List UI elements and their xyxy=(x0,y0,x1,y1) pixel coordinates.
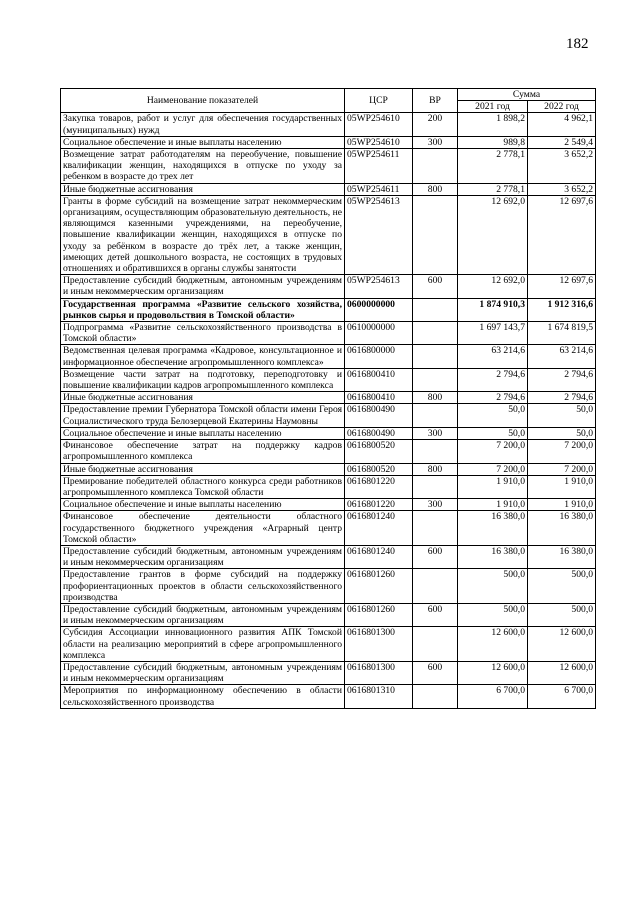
table-row xyxy=(61,661,596,684)
cell-csr: 0610000000 xyxy=(345,322,413,345)
cell-2021: 12 692,0 xyxy=(458,275,528,298)
budget-table xyxy=(60,88,596,709)
cell-vr: 600 xyxy=(413,545,458,568)
table-row xyxy=(61,368,596,391)
table-row xyxy=(61,345,596,368)
table-row xyxy=(61,183,596,195)
cell-vr xyxy=(413,195,458,274)
cell-2021: 12 600,0 xyxy=(458,661,528,684)
cell-csr: 0616800410 xyxy=(345,368,413,391)
cell-vr xyxy=(413,627,458,662)
cell-2021: 1 910,0 xyxy=(458,475,528,498)
table-header xyxy=(61,89,596,113)
cell-2022: 16 380,0 xyxy=(528,511,596,546)
table-row xyxy=(61,685,596,708)
table-row xyxy=(61,545,596,568)
cell-2022: 1 910,0 xyxy=(528,499,596,511)
cell-csr: 0616801260 xyxy=(345,569,413,604)
cell-name: Подпрограмма «Развитие сельскохозяйственного производства в Томской области» xyxy=(61,322,345,345)
cell-2021: 989,8 xyxy=(458,136,528,148)
cell-2022: 500,0 xyxy=(528,569,596,604)
cell-name: Финансовое обеспечение деятельности областного государственного бюджетного учреждения «Аграрный центр Томской области» xyxy=(61,511,345,546)
cell-name: Социальное обеспечение и иные выплаты населению xyxy=(61,427,345,439)
cell-name: Предоставление субсидий бюджетным, автономным учреждениям и иным некоммерческим организациям xyxy=(61,545,345,568)
cell-csr: 0616800520 xyxy=(345,440,413,463)
cell-csr: 05WP254613 xyxy=(345,275,413,298)
table-row xyxy=(61,136,596,148)
cell-vr xyxy=(413,368,458,391)
table-row xyxy=(61,427,596,439)
cell-2022: 500,0 xyxy=(528,603,596,626)
table-row xyxy=(61,195,596,274)
cell-csr: 05WP254611 xyxy=(345,183,413,195)
cell-2021: 63 214,6 xyxy=(458,345,528,368)
header-year-2021: 2021 год xyxy=(458,101,528,113)
cell-vr xyxy=(413,345,458,368)
cell-2021: 6 700,0 xyxy=(458,685,528,708)
table-row xyxy=(61,603,596,626)
cell-name: Иные бюджетные ассигнования xyxy=(61,463,345,475)
table-row xyxy=(61,149,596,184)
cell-vr: 300 xyxy=(413,427,458,439)
cell-name: Возмещение затрат работодателям на переобучение, повышение квалификации женщин, находящихся в отпуске по уходу за ребенком в возрасте до трех лет xyxy=(61,149,345,184)
cell-csr: 0616800410 xyxy=(345,392,413,404)
cell-2022: 12 697,6 xyxy=(528,275,596,298)
table-row xyxy=(61,275,596,298)
cell-2021: 500,0 xyxy=(458,569,528,604)
cell-2021: 7 200,0 xyxy=(458,463,528,475)
cell-2022: 12 600,0 xyxy=(528,627,596,662)
cell-name: Иные бюджетные ассигнования xyxy=(61,392,345,404)
cell-name: Премирование победителей областного конкурса среди работников агропромышленного комплекса Томской области xyxy=(61,475,345,498)
table-row xyxy=(61,298,596,321)
cell-name: Мероприятия по информационному обеспечению в области сельскохозяйственного производства xyxy=(61,685,345,708)
cell-csr: 0616801240 xyxy=(345,545,413,568)
cell-csr: 0616801310 xyxy=(345,685,413,708)
cell-csr: 0616800520 xyxy=(345,463,413,475)
cell-2021: 1 910,0 xyxy=(458,499,528,511)
cell-csr: 0616801240 xyxy=(345,511,413,546)
cell-vr: 600 xyxy=(413,603,458,626)
cell-vr: 800 xyxy=(413,463,458,475)
cell-csr: 0616800490 xyxy=(345,427,413,439)
cell-2022: 2 549,4 xyxy=(528,136,596,148)
cell-2021: 7 200,0 xyxy=(458,440,528,463)
cell-2021: 12 692,0 xyxy=(458,195,528,274)
cell-vr xyxy=(413,569,458,604)
table-row xyxy=(61,475,596,498)
cell-2021: 1 874 910,3 xyxy=(458,298,528,321)
cell-name: Иные бюджетные ассигнования xyxy=(61,183,345,195)
cell-2022: 16 380,0 xyxy=(528,545,596,568)
table-row xyxy=(61,627,596,662)
cell-csr: 0616801260 xyxy=(345,603,413,626)
table-row xyxy=(61,404,596,427)
cell-name: Финансовое обеспечение затрат на поддержку кадров агропромышленного комплекса xyxy=(61,440,345,463)
cell-2022: 12 600,0 xyxy=(528,661,596,684)
cell-vr: 800 xyxy=(413,183,458,195)
cell-2021: 2 778,1 xyxy=(458,149,528,184)
cell-2021: 50,0 xyxy=(458,404,528,427)
cell-name: Предоставление субсидий бюджетным, автономным учреждениям и иным некоммерческим организациям xyxy=(61,661,345,684)
cell-vr: 200 xyxy=(413,113,458,136)
cell-vr: 300 xyxy=(413,136,458,148)
cell-name: Субсидия Ассоциации инновационного развития АПК Томской области на реализацию мероприятий в сфере агропромышленного комплекса xyxy=(61,627,345,662)
cell-csr: 0616801220 xyxy=(345,499,413,511)
cell-2021: 1 898,2 xyxy=(458,113,528,136)
cell-2021: 2 794,6 xyxy=(458,368,528,391)
cell-2021: 12 600,0 xyxy=(458,627,528,662)
cell-vr xyxy=(413,440,458,463)
cell-name: Государственная программа «Развитие сельского хозяйства, рынков сырья и продовольствия в Томской области» xyxy=(61,298,345,321)
table-body xyxy=(61,113,596,708)
cell-vr: 600 xyxy=(413,275,458,298)
header-sum: Сумма xyxy=(458,89,596,101)
cell-2022: 1 674 819,5 xyxy=(528,322,596,345)
cell-2022: 1 910,0 xyxy=(528,475,596,498)
cell-name: Предоставление субсидий бюджетным, автономным учреждениям и иным некоммерческим организациям xyxy=(61,275,345,298)
cell-name: Социальное обеспечение и иные выплаты населению xyxy=(61,136,345,148)
cell-2022: 7 200,0 xyxy=(528,440,596,463)
cell-2021: 2 794,6 xyxy=(458,392,528,404)
cell-name: Гранты в форме субсидий на возмещение затрат некоммерческим организациям, осуществляющим образовательную деятельность, не являющимся казенными учреждениями, на переобучение, повышение квалификации женщин, находящихся в отпуске по уходу за ребёнком в возрасте до трёх лет, а также женщин, имеющих детей дошкольного возраста, не состоящих в трудовых отношениях и обратившихся в органы службы занятости xyxy=(61,195,345,274)
header-year-2022: 2022 год xyxy=(528,101,596,113)
cell-name: Предоставление премии Губернатора Томской области имени Героя Социалистического труда Белозерцевой Екатерины Наумовны xyxy=(61,404,345,427)
cell-name: Ведомственная целевая программа «Кадровое, консультационное и информационное обеспечение агропромышленного комплекса» xyxy=(61,345,345,368)
cell-csr: 05WP254613 xyxy=(345,195,413,274)
cell-vr: 800 xyxy=(413,392,458,404)
cell-csr: 0616800000 xyxy=(345,345,413,368)
cell-csr: 0616801300 xyxy=(345,661,413,684)
table-row xyxy=(61,322,596,345)
cell-2022: 50,0 xyxy=(528,427,596,439)
cell-2022: 7 200,0 xyxy=(528,463,596,475)
cell-csr: 0616800490 xyxy=(345,404,413,427)
table-row xyxy=(61,440,596,463)
table-row xyxy=(61,499,596,511)
cell-2022: 3 652,2 xyxy=(528,183,596,195)
table-row xyxy=(61,569,596,604)
cell-csr: 05WP254610 xyxy=(345,113,413,136)
cell-name: Закупка товаров, работ и услуг для обеспечения государственных (муниципальных) нужд xyxy=(61,113,345,136)
cell-2021: 500,0 xyxy=(458,603,528,626)
cell-name: Предоставление грантов в форме субсидий на поддержку профориентационных проектов в области сельскохозяйственного производства xyxy=(61,569,345,604)
cell-csr: 05WP254610 xyxy=(345,136,413,148)
cell-vr xyxy=(413,511,458,546)
cell-name: Предоставление субсидий бюджетным, автономным учреждениям и иным некоммерческим организациям xyxy=(61,603,345,626)
cell-2022: 4 962,1 xyxy=(528,113,596,136)
cell-name: Социальное обеспечение и иные выплаты населению xyxy=(61,499,345,511)
cell-csr: 0616801300 xyxy=(345,627,413,662)
cell-2022: 12 697,6 xyxy=(528,195,596,274)
cell-2022: 1 912 316,6 xyxy=(528,298,596,321)
cell-csr: 05WP254611 xyxy=(345,149,413,184)
cell-2021: 16 380,0 xyxy=(458,511,528,546)
table-row xyxy=(61,511,596,546)
cell-2021: 50,0 xyxy=(458,427,528,439)
cell-vr xyxy=(413,298,458,321)
table-row xyxy=(61,463,596,475)
cell-vr xyxy=(413,322,458,345)
cell-csr: 0600000000 xyxy=(345,298,413,321)
cell-name: Возмещение части затрат на подготовку, переподготовку и повышение квалификации кадров агропромышленного комплекса xyxy=(61,368,345,391)
header-vr: ВР xyxy=(413,89,458,113)
cell-2021: 1 697 143,7 xyxy=(458,322,528,345)
cell-vr xyxy=(413,404,458,427)
cell-csr: 0616801220 xyxy=(345,475,413,498)
cell-vr xyxy=(413,149,458,184)
cell-2022: 50,0 xyxy=(528,404,596,427)
cell-2022: 63 214,6 xyxy=(528,345,596,368)
cell-2022: 3 652,2 xyxy=(528,149,596,184)
cell-vr: 300 xyxy=(413,499,458,511)
page-number: 182 xyxy=(566,36,589,52)
cell-2022: 2 794,6 xyxy=(528,368,596,391)
cell-2022: 2 794,6 xyxy=(528,392,596,404)
cell-vr xyxy=(413,475,458,498)
table-row xyxy=(61,392,596,404)
cell-2022: 6 700,0 xyxy=(528,685,596,708)
cell-vr: 600 xyxy=(413,661,458,684)
header-name: Наименование показателей xyxy=(61,89,345,113)
header-csr: ЦСР xyxy=(345,89,413,113)
cell-2021: 16 380,0 xyxy=(458,545,528,568)
cell-2021: 2 778,1 xyxy=(458,183,528,195)
cell-vr xyxy=(413,685,458,708)
table-row xyxy=(61,113,596,136)
